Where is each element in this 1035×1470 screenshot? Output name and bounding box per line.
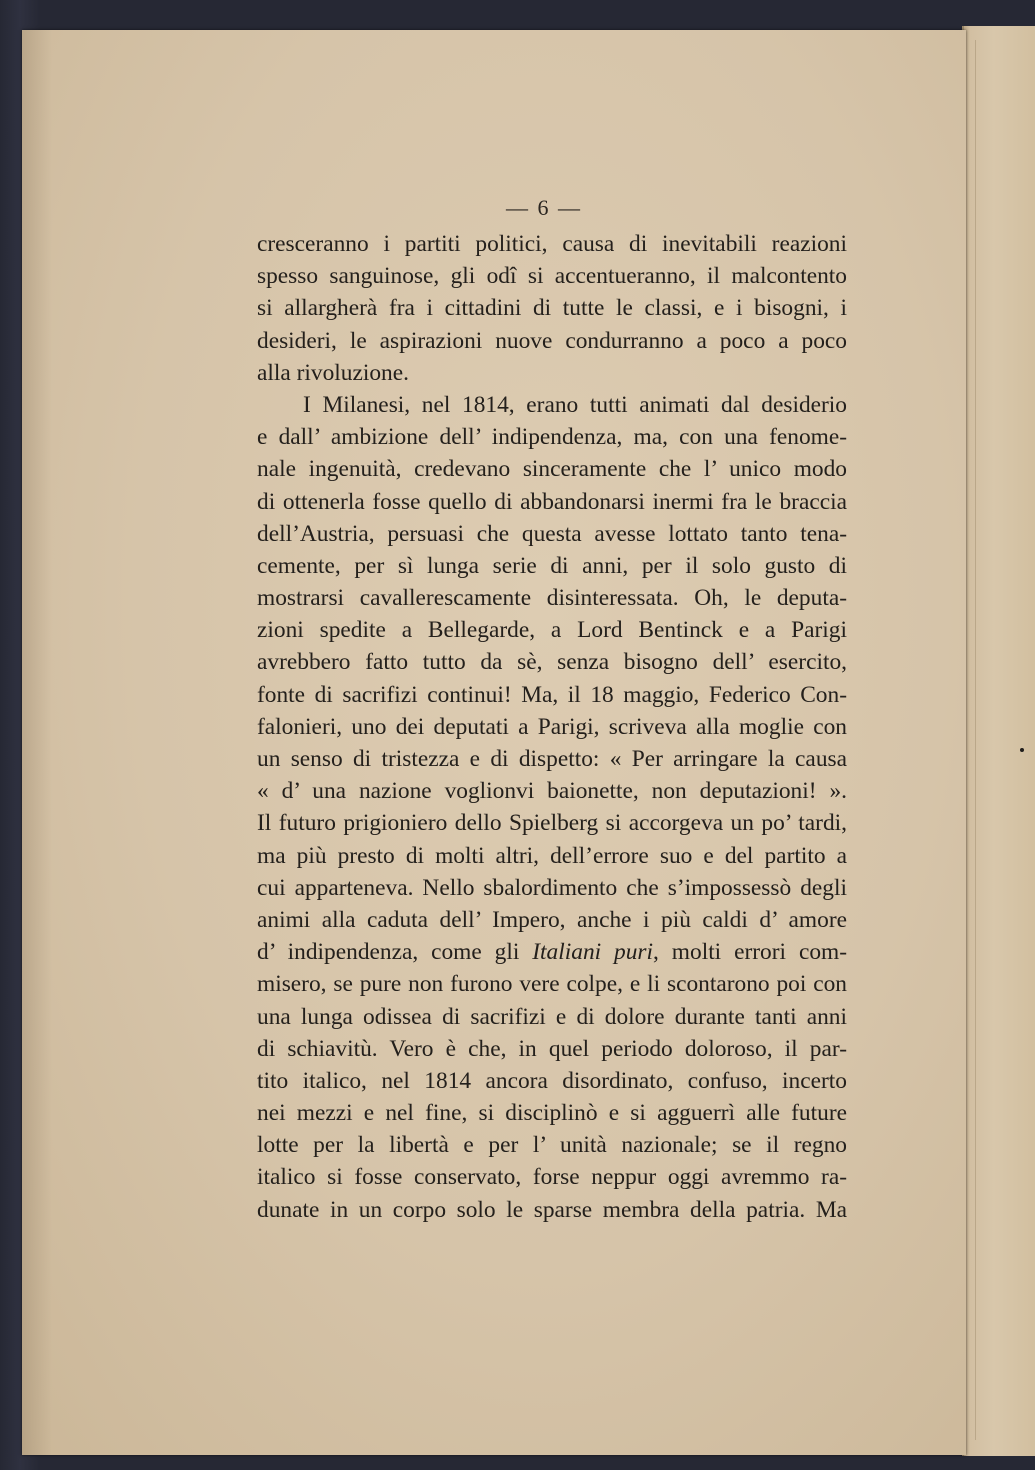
text-line: falonieri, uno dei deputati a Parigi, scriveva alla moglie con	[257, 713, 847, 740]
text-line: nei mezzi e nel fine, si disciplinò e si agguerrì alle future	[257, 1100, 847, 1127]
page-number: — 6 —	[506, 195, 582, 220]
paper-speck	[1020, 748, 1024, 752]
text-line: dell’Austria, persuasi che questa avesse lottato tanto tena-	[257, 520, 847, 547]
text-line: nale ingenuità, credevano sinceramente che l’ unico modo	[257, 456, 847, 483]
text-line: tito italico, nel 1814 ancora disordinato, confuso, incerto	[257, 1067, 847, 1094]
text-line: misero, se pure non furono vere colpe, e li scontarono poi con	[257, 971, 847, 998]
text-line: dunate in un corpo solo le sparse membra della patria. Ma	[257, 1196, 847, 1223]
text-line: un senso di tristezza e di dispetto: « Per arringare la causa	[257, 746, 847, 772]
text-line: cui apparteneva. Nello sbalordimento che s’impossessò degli	[257, 874, 847, 901]
text-line: alla rivoluzione.	[257, 359, 409, 386]
page-shadow-edge	[22, 30, 52, 1455]
text-line: mostrarsi cavallerescamente disinteressata. Oh, le deputa-	[257, 585, 847, 612]
text-line: ma più presto di molti altri, dell’errore suo e del partito a	[257, 842, 847, 869]
text-line: fonte di sacrifizi continui! Ma, il 18 maggio, Federico Con-	[257, 681, 847, 708]
text-line: di ottenerla fosse quello di abbandonarsi inermi fra le braccia	[257, 488, 847, 515]
text-line: una lunga odissea di sacrifizi e di dolore durante tanti anni	[257, 1003, 847, 1030]
text-line: avrebbero fatto tutto da sè, senza bisogno dell’ esercito,	[257, 649, 847, 676]
italic-phrase: Italiani puri	[532, 939, 654, 966]
text-line: si allargherà fra i cittadini di tutte le classi, e i bisogni, i	[257, 295, 847, 322]
text-line: animi alla caduta dell’ Impero, anche i più caldi d’ amore	[257, 906, 847, 933]
text-line: italico si fosse conservato, forse neppur oggi avremmo ra-	[257, 1164, 847, 1191]
page-fold-line	[975, 40, 976, 1440]
text-line: cresceranno i partiti politici, causa di inevitabili reazioni	[257, 231, 847, 257]
text-line: d’ indipendenza, come gli Italiani puri, molti errori com-	[257, 939, 848, 966]
text-line: desideri, le aspirazioni nuove condurranno a poco a poco	[257, 327, 847, 354]
adjacent-page-edge	[962, 26, 1035, 1456]
text-line: cemente, per sì lunga serie di anni, per il solo gusto di	[257, 552, 847, 579]
text-line: di schiavitù. Vero è che, in quel periodo doloroso, il par-	[257, 1035, 847, 1062]
text-line: zioni spedite a Bellegarde, a Lord Bentinck e a Parigi	[257, 617, 847, 644]
body-text	[257, 228, 847, 1226]
text-line: Il futuro prigioniero dello Spielberg si accorgeva un po’ tardi,	[257, 810, 847, 837]
text-line: e dall’ ambizione dell’ indipendenza, ma, con una fenome-	[257, 424, 847, 451]
text-line: spesso sanguinose, gli odî si accentueranno, il malcontento	[257, 263, 847, 290]
text-line: « d’ una nazione voglionvi baionette, non deputazioni! ».	[257, 778, 847, 805]
text-line: lotte per la libertà e per l’ unità nazionale; se il regno	[257, 1132, 847, 1159]
text-line: I Milanesi, nel 1814, erano tutti animati dal desiderio	[303, 391, 847, 418]
